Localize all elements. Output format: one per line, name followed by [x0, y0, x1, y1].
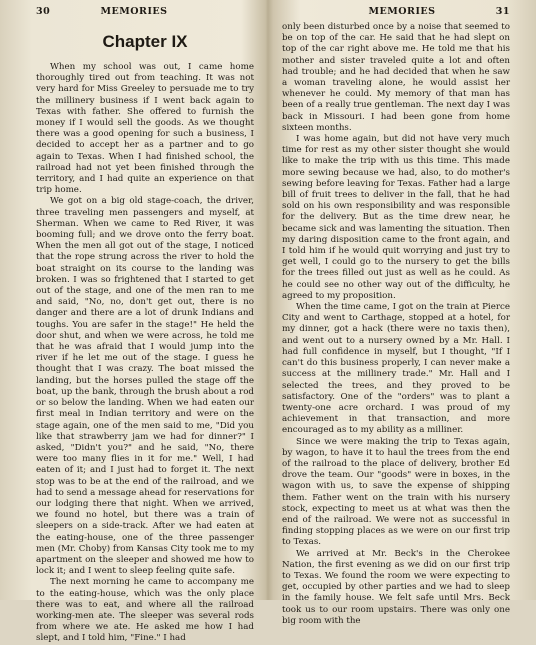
right-page-text — [282, 22, 510, 627]
right-page — [268, 0, 536, 626]
paragraph: I was home again, but did not have very much time for rest as my other sister thought she would like to make the trip with us this time. This made more sewing because we had, also, to do mother's sewing before leaving for Texas. Father had a large bill of fruit trees to deliver in the fall, that he had sold on his own responsibility and was responsible for the delivery. But as the time drew near, he became sick and was lamenting the situation. Then my daring disposition came to the front again, and I told him if he would quit worrying and just try to get well, I could go to the nursery to get the bills for the trees filled out just as well as he could. As he could see no other way out of the difficulty, he agreed to my proposition. — [282, 134, 510, 301]
running-head-title: MEMORIES — [100, 6, 168, 17]
running-head-title: MEMORIES — [368, 6, 436, 17]
left-page — [0, 0, 268, 644]
chapter-title: Chapter IX — [102, 32, 188, 51]
running-head-right — [268, 6, 536, 20]
paragraph: The next morning he came to accompany me to the eating-house, which was the only place there was to eat, and where all the railroad working-men ate. The sleeper was several rods from where we ate. He asked me how I had slept, and I told him, "Fine." I had — [36, 577, 254, 644]
page-number: 31 — [495, 6, 510, 17]
paragraph: We got on a big old stage-coach, the driver, three traveling men passengers and myself, at Sherman. When we came to Red River, it was booming full; and we drove onto the ferry boat. When the men all got out of the stage, I noticed that the rope strung across the river to hold the boat straight on its course to the landing was broken. I was so frightened that I started to get out of the stage, and one of the men ran to me and said, "No, no, don't get out, there is no danger and there are a lot of drunk Indians and toughs. You are safer in the stage!" He held the door shut, and when we were across, he told me that he was afraid that I would jump into the river if he let me out of the stage. I guess he thought that I was crazy. The boat missed the landing, but the horses pulled the stage off the boat, up the bank, through the brush about a rod or so below the landing. When we had eaten our first meal in Indian territory and were on the stage again, one of the men said to me, "Did you like that strawberry jam we had for dinner?" I asked, "Didn't you?" and he said, "No, there were too many flies in it for me." Well, I had eaten of it; and I just had to forget it. The next stop was to be at the end of the railroad, and we had to send a message ahead for reservations for our lodging there that night. When we arrived, we found no hotel, but there was a train of sleepers on a side-track. After we had eaten at the eating-house, one of the three passenger men (Mr. Choby) from Kansas City took me to my apartment on the sleeper and showed me how to lock it; and I went to sleep feeling quite safe. — [36, 196, 254, 577]
running-head-left — [0, 6, 268, 20]
paragraph: only been disturbed once by a noise that seemed to be on top of the car. He said that he had slept on top of the car right above me. He told me that his mother and sister traveled quite a lot and often had trouble; and he had decided that when he saw a woman traveling alone, he would assist her whenever he could. My memory of that man has been of a really true gentleman. The next day I was back in Missouri. I had been gone from home sixteen months. — [282, 22, 510, 133]
paragraph: When my school was out, I came home thoroughly tired out from teaching. It was not very hard for Miss Greeley to persuade me to try the millinery business if I went back again to Texas with father. She offered to furnish the money if I would sell the goods. As we thought there was a good opening for such a business, I decided to accept her as a partner and to go again to Texas. When I had finished school, the railroad had not yet been finished through the territory, and I had quite an experience on that trip home. — [36, 62, 254, 196]
left-page-text — [36, 62, 254, 645]
paragraph: When the time came, I got on the train at Pierce City and went to Carthage, stopped at a hotel, for my dinner, got a hack (there were no taxis then), and went out to a nursery owned by a Mr. Hall. I had full confidence in myself, but I thought, "If I can't do this business properly, I can never make a success at the millinery trade." Mr. Hall and I selected the trees, and they proved to be satisfactory. One of the "orders" was to plant a twenty-one acre orchard. I was proud of my achievement in that transaction, and more encouraged as to my ability as a milliner. — [282, 302, 510, 436]
page-number: 30 — [36, 6, 51, 17]
paragraph: Since we were making the trip to Texas again, by wagon, to have it to haul the trees from the end of the railroad to the place of delivery, brother Ed drove the team. Our "goods" were in boxes, in the wagon with us, to save the expense of shipping them. Father went on the train with his nursery stock, expecting to meet us at what was then the end of the railroad. We were not as successful in finding stopping places as we were on our first trip to Texas. — [282, 436, 510, 548]
paragraph: We arrived at Mr. Beck's in the Cherokee Nation, the first evening as we did on our first trip to Texas. We found the room we were expecting to get, occupied by other parties and we had to sleep in the family house. We felt safe until Mrs. Beck took us to our room upstairs. There was only one big room with the — [282, 548, 510, 626]
